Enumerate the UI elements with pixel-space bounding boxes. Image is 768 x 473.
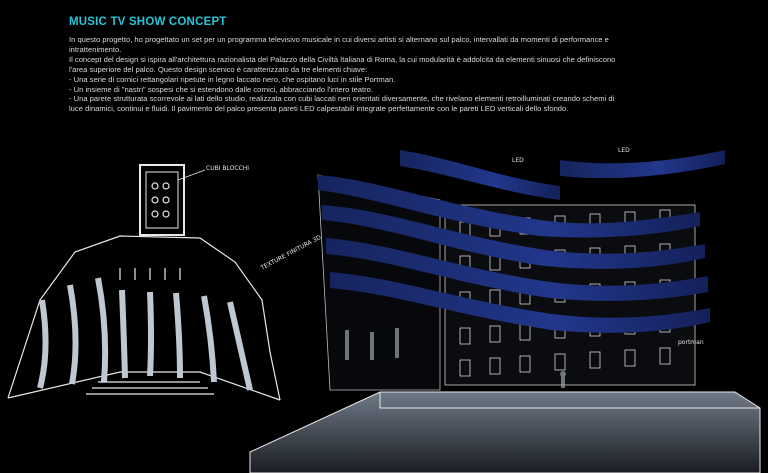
description-line: - Una serie di cornici rettangolari ripetute in legno laccato nero, che ospitano luci in stile Portman.: [69, 74, 396, 84]
left-stage-sketch: [8, 165, 280, 400]
led-label-1: LED: [512, 157, 524, 164]
led-label-2: LED: [618, 147, 630, 154]
description-line: In questo progetto, ho progettato un set per un programma televisivo musicale in cui diversi artisti si alternano sul palco, intervallati da momenti di performance e: [69, 35, 609, 44]
description-line: intrattenimento.: [69, 44, 122, 54]
stage-stairs: [86, 382, 214, 394]
left-stage-front: [8, 372, 280, 400]
stage-rib: [70, 285, 76, 384]
stage-rib: [98, 278, 105, 382]
page-title: MUSIC TV SHOW CONCEPT: [69, 16, 227, 28]
stage-rib: [204, 296, 214, 382]
cube-detail-box: [140, 165, 184, 235]
description-line: l'area superiore del palco. Questo design scenico è caratterizzato da tre elementi chiave:: [69, 64, 368, 74]
led-floor: [250, 392, 760, 473]
stage-rib: [150, 292, 151, 376]
left-stage-outline: [8, 236, 280, 400]
description-line: - Una parete strutturata scorrevole ai lati dello studio, realizzata con cubi laccati neri orientati diversamente, che rivelano elementi retroilluminati creando schemi di: [69, 94, 615, 104]
stage-rib: [176, 293, 180, 378]
texture-label: TEXTURE FINITURA 3D: [259, 233, 323, 272]
ribbon: [560, 150, 725, 178]
ribbon: [400, 150, 560, 200]
stage-rib: [122, 290, 125, 378]
portman-label: portman: [678, 339, 704, 346]
description-line: luce dinamici, continui e fluidi. Il pavimento del palco presenta pareti LED calpestabili integrate perfettamente con le pareti LED verticali dello sfondo.: [69, 104, 569, 114]
description-line: - Un insieme di "nastri" sospesi che si estendono dalle cornici, abbracciando l'intero teatro.: [69, 84, 373, 94]
cubes-label: CUBI BLOCCHI: [206, 165, 250, 172]
description-line: Il concept del design si ispira all'architettura razionalista del Palazzo della Civiltà Italiana di Roma, la cui modularità è addolcita da elementi sinuosi che definiscono: [69, 54, 616, 64]
stage-rib: [40, 300, 46, 388]
right-stage-sketch: [250, 150, 760, 473]
stage-rib: [230, 302, 250, 390]
